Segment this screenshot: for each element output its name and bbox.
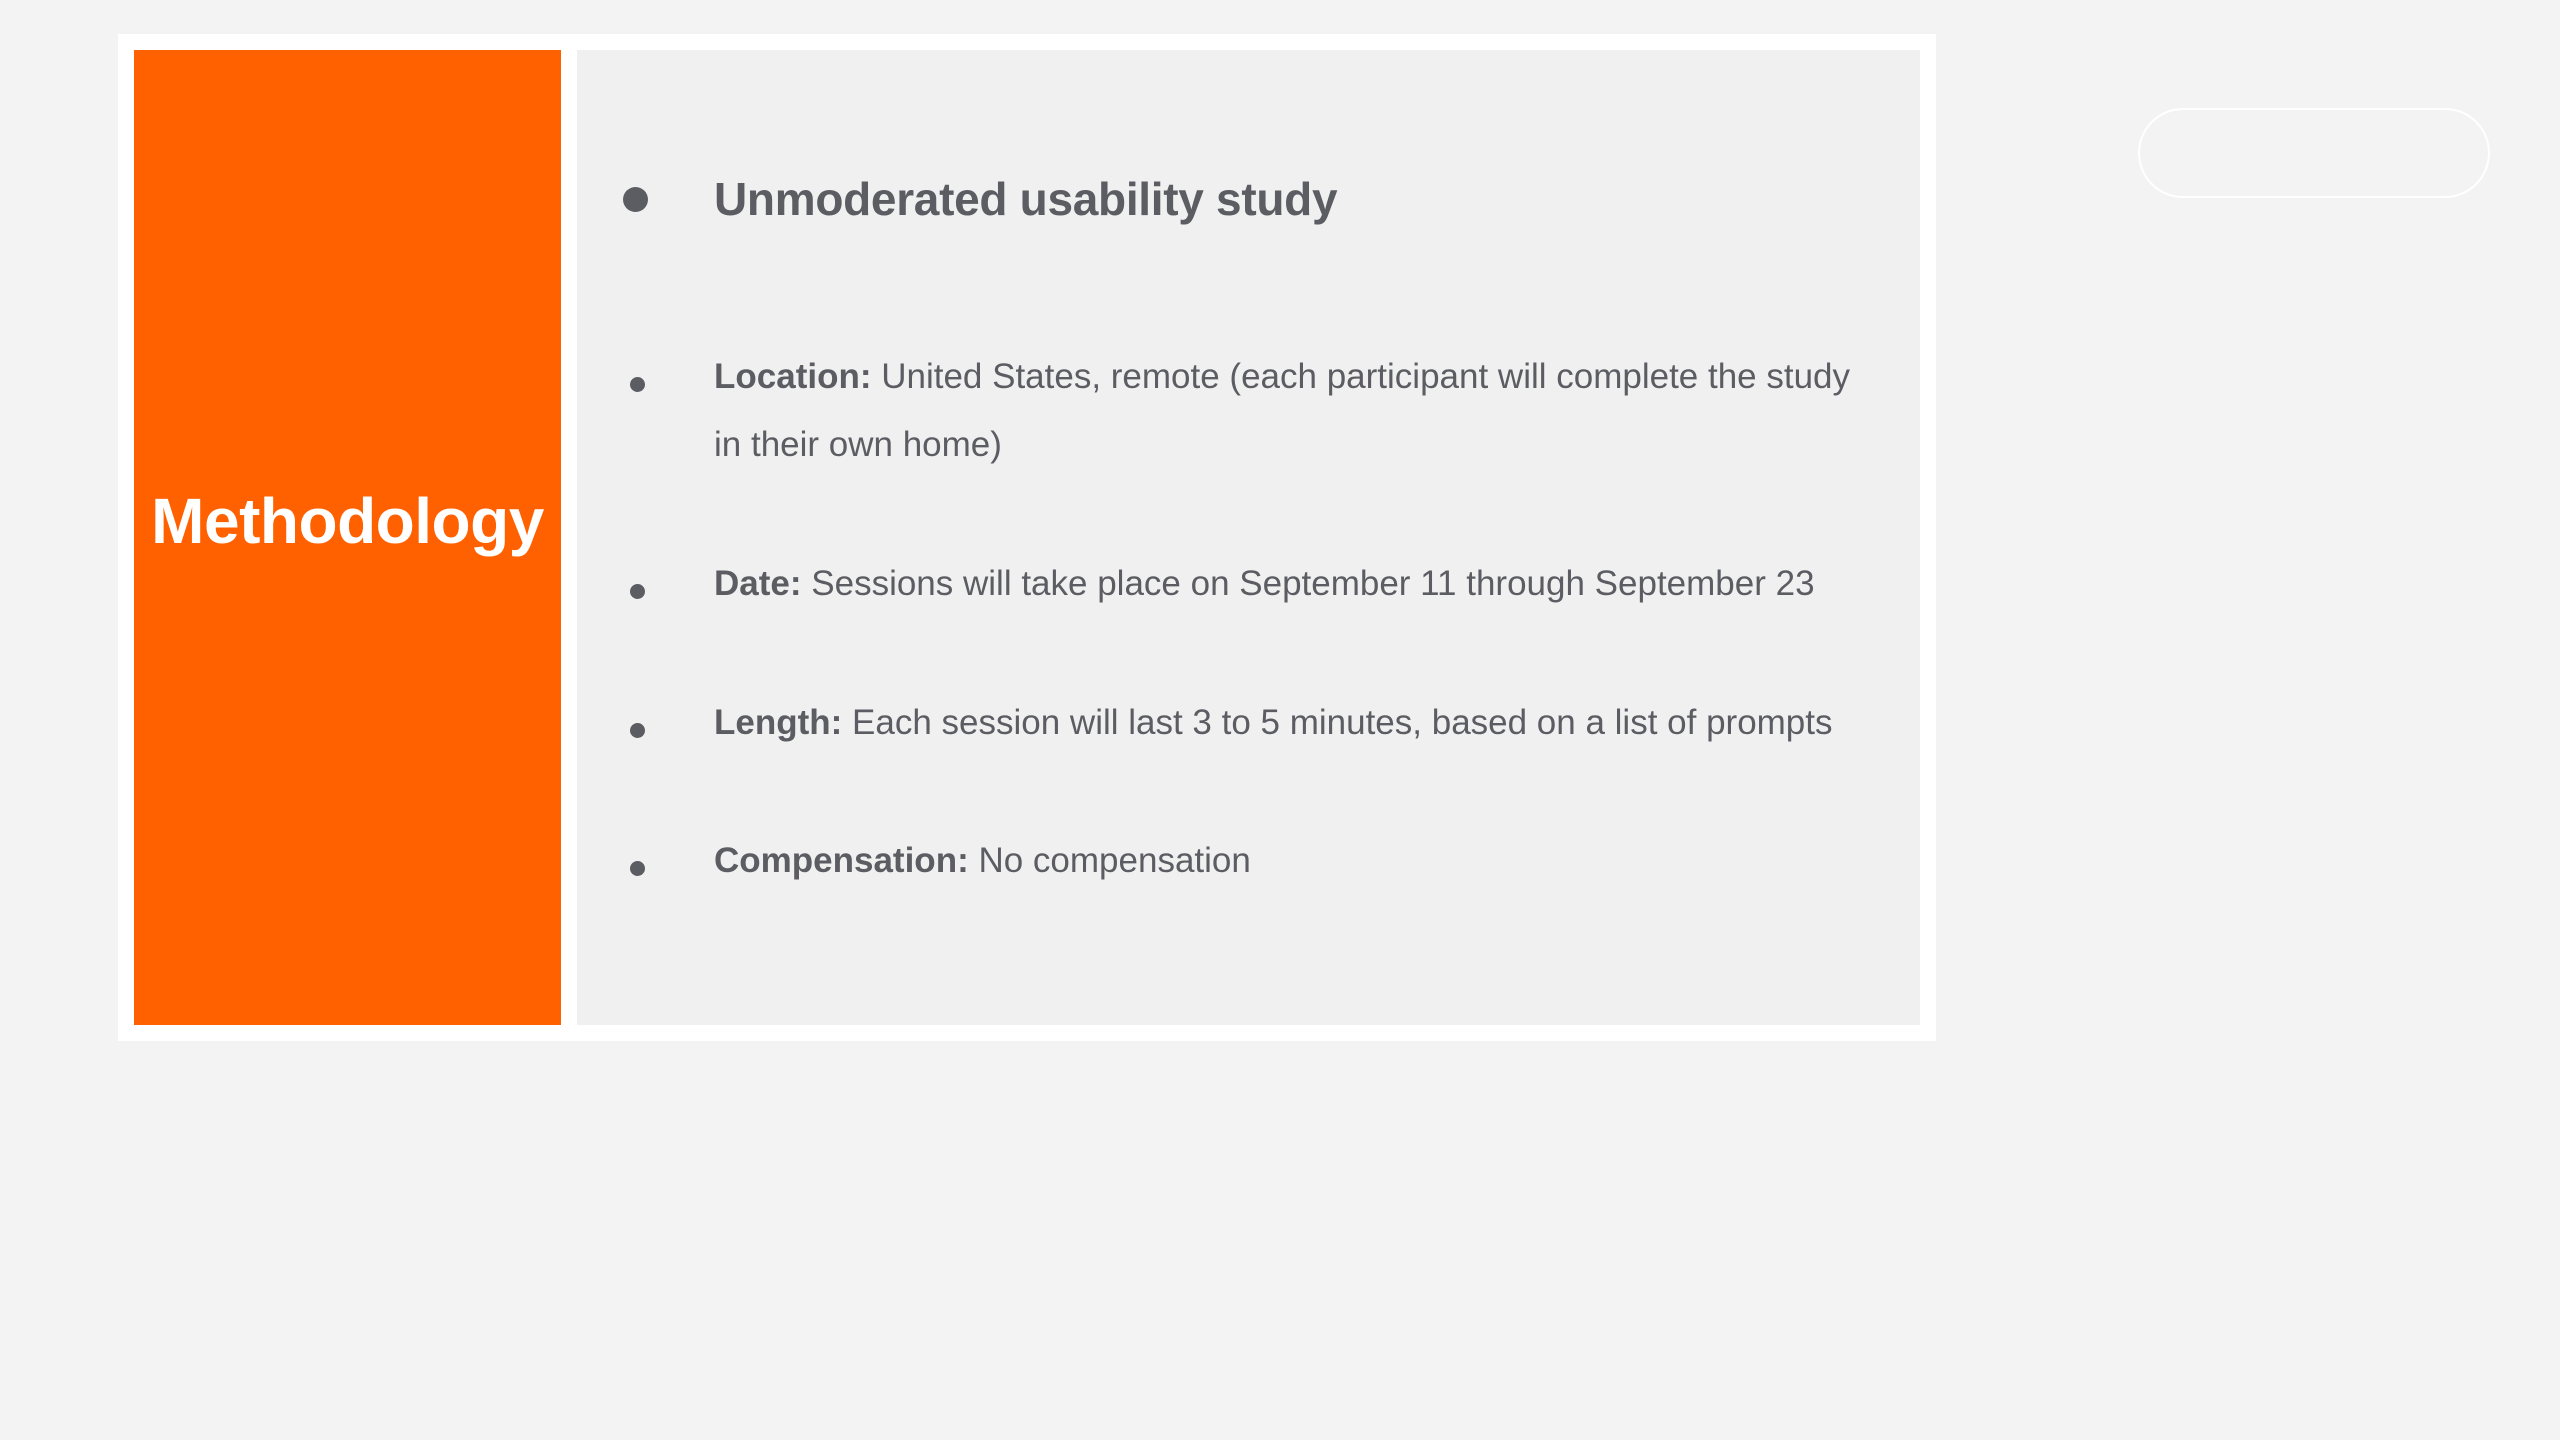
bullet-icon: [630, 723, 645, 738]
section-heading: Unmoderated usability study: [714, 173, 1338, 225]
item-label: Length:: [714, 703, 843, 742]
bullet-icon: [630, 861, 645, 876]
pill-button[interactable]: [2138, 108, 2490, 198]
list-item-text: [714, 550, 1874, 618]
item-value: Sessions will take place on September 11 through September 23: [801, 564, 1815, 603]
slide-frame: [118, 34, 1936, 1041]
list-item-text: [714, 343, 1874, 479]
item-label: Date:: [714, 564, 802, 603]
bullet-icon: [623, 187, 648, 212]
slide-title: Methodology: [151, 484, 544, 557]
title-panel: [134, 50, 561, 1025]
heading-row: [577, 162, 1920, 242]
item-label: Location:: [714, 357, 872, 396]
bullet-icon: [630, 584, 645, 599]
list-item-text: [714, 689, 1874, 757]
bullet-icon: [630, 377, 645, 392]
item-label: Compensation:: [714, 841, 969, 880]
item-value: No compensation: [968, 841, 1251, 880]
list-item-text: [714, 827, 1874, 895]
item-value: United States, remote (each participant will complete the study in their own home): [714, 357, 1851, 464]
content-panel: [577, 50, 1920, 1025]
item-value: Each session will last 3 to 5 minutes, based on a list of prompts: [842, 703, 1833, 742]
